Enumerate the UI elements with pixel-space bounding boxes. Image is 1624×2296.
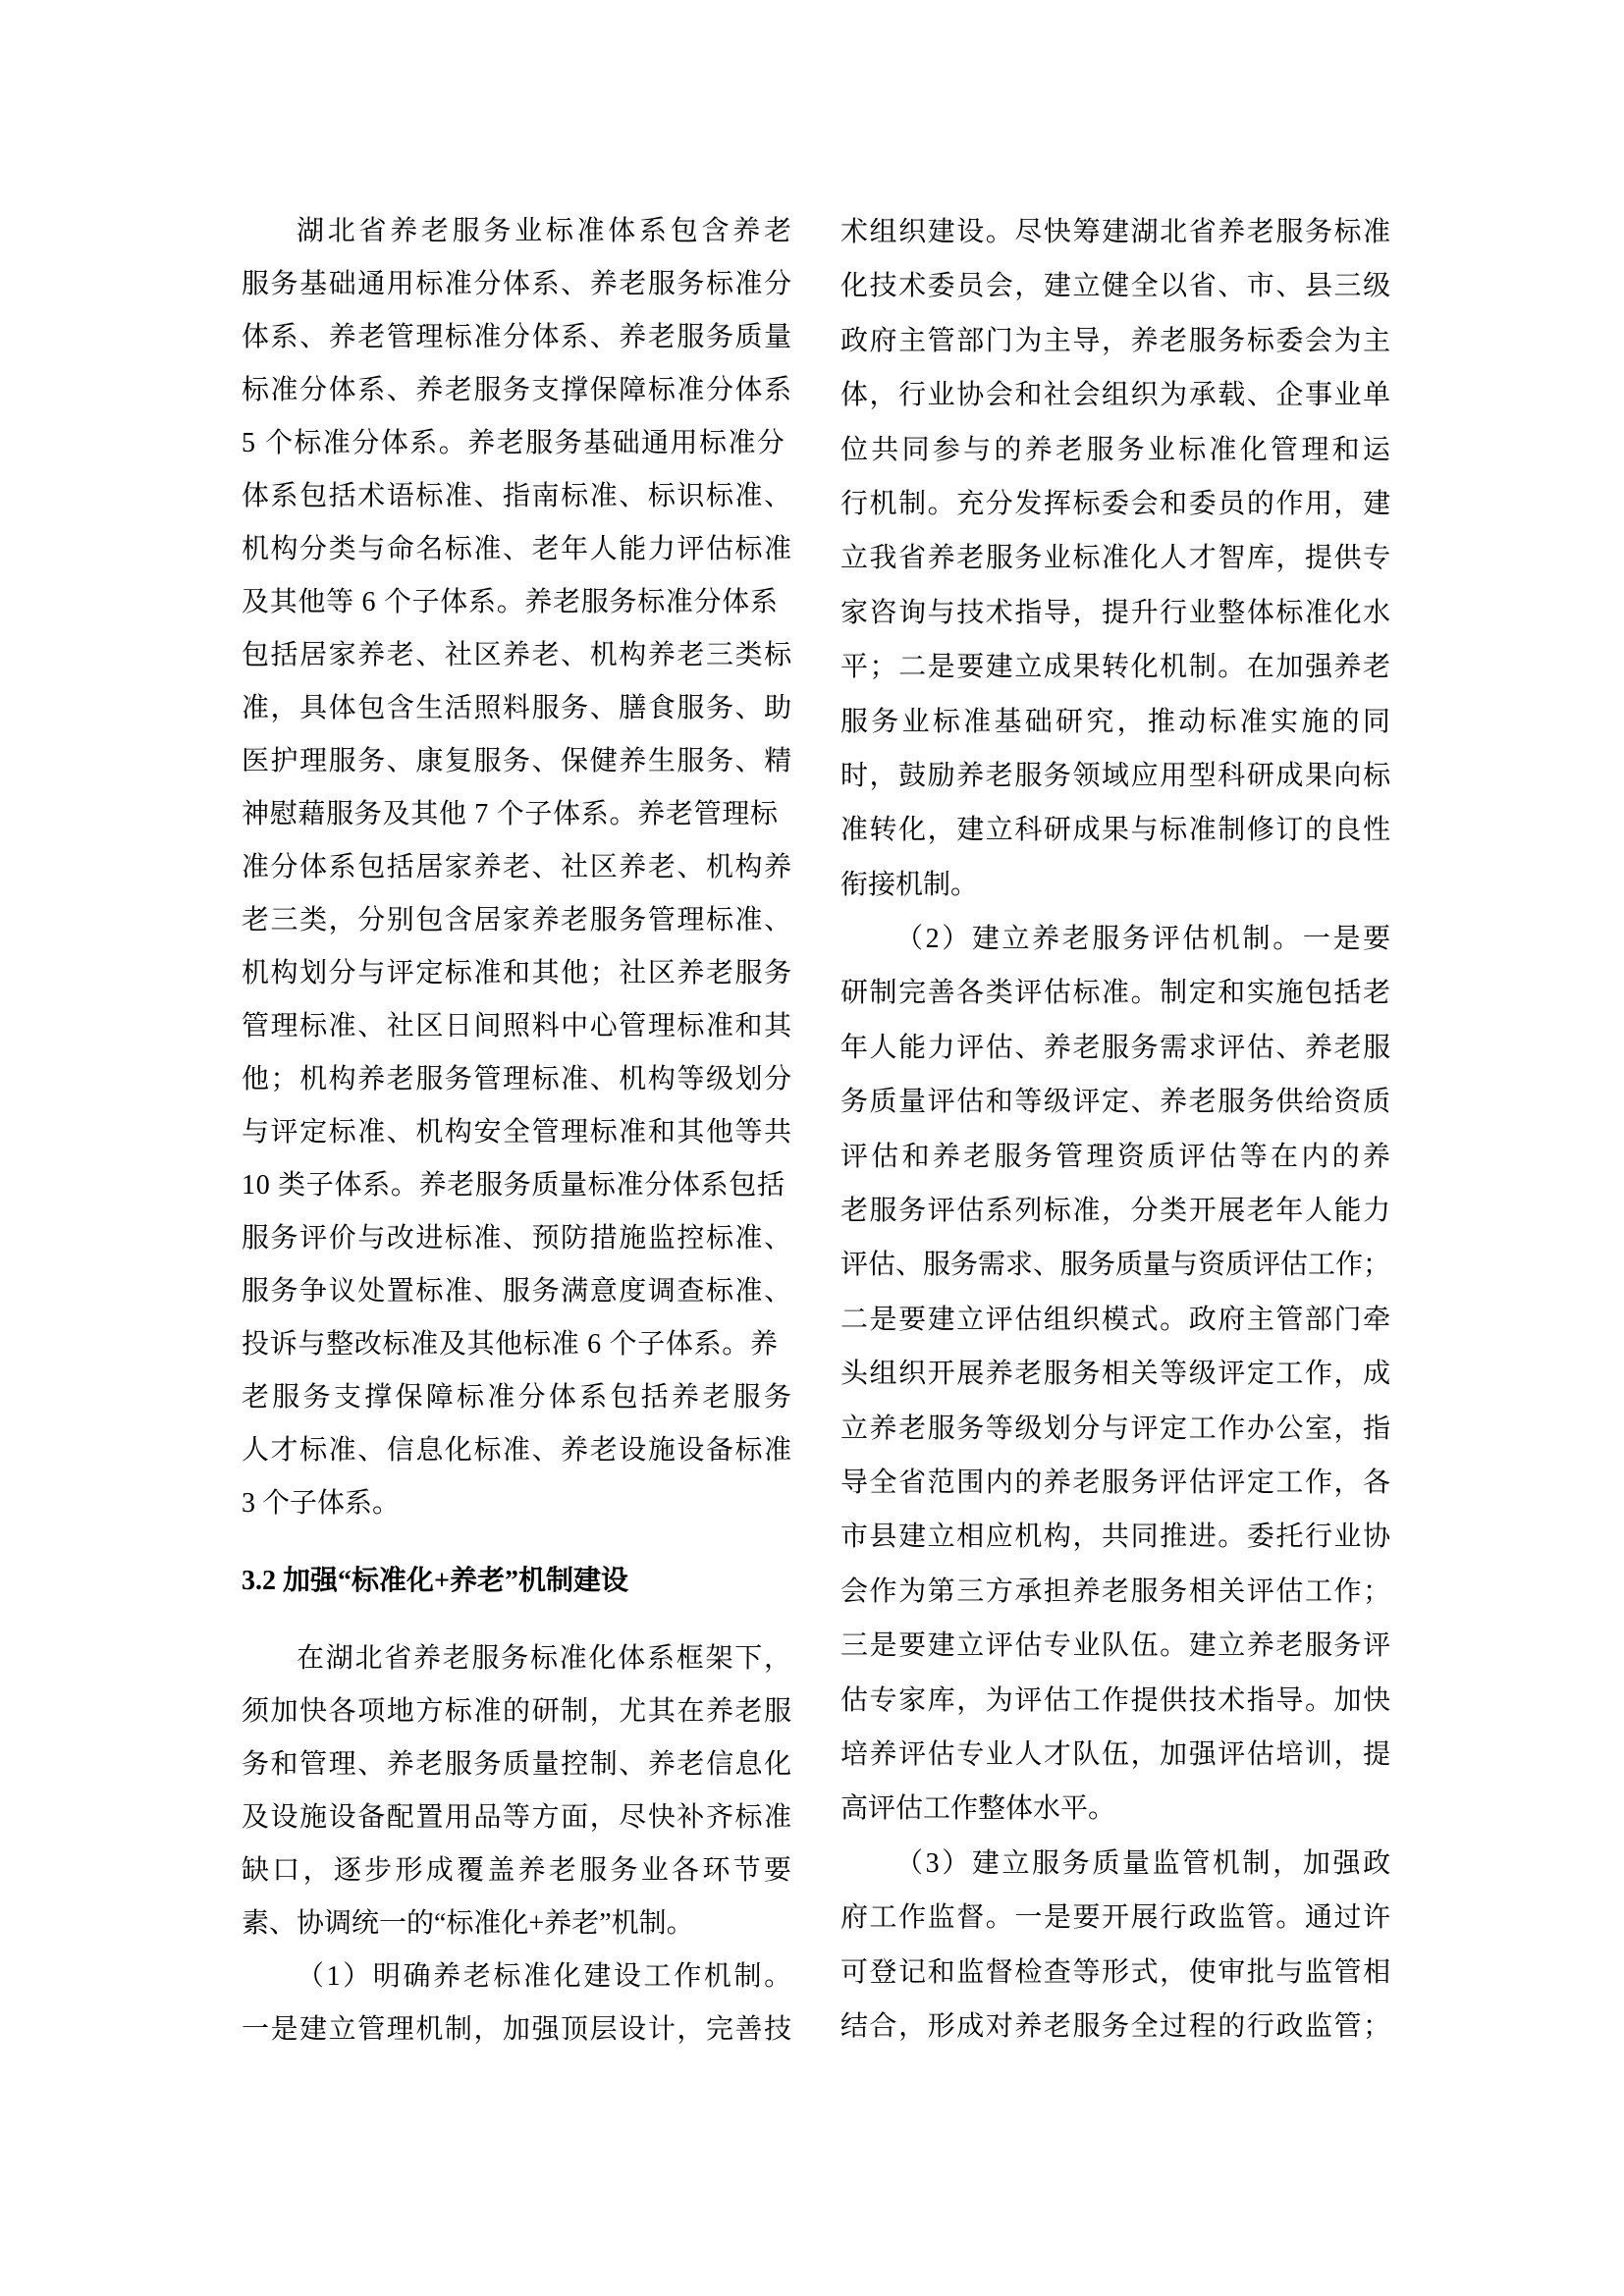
text-line: 医护理服务、康复服务、保健养生服务、精	[242, 746, 793, 776]
text-line: 管理标准、社区日间照料中心管理标准和其	[242, 1011, 793, 1041]
text-line: 10 类子体系。养老服务质量标准分体系包括	[242, 1170, 785, 1201]
text-column-right	[840, 205, 1394, 2054]
text-line: 术组织建设。尽快筹建湖北省养老服务标准	[840, 217, 1392, 247]
text-line: 服务争议处置标准、服务满意度调查标准、	[242, 1276, 793, 1307]
text-line: 老服务评估系列标准，分类开展老年人能力	[840, 1196, 1392, 1227]
text-line: 湖北省养老服务业标准体系包含养老	[297, 216, 795, 246]
text-line: 研制完善各类评估标准。制定和实施包括老	[840, 978, 1392, 1009]
text-line: 体，行业协会和社会组织为承载、企事业单	[840, 380, 1392, 411]
text-line: 老服务支撑保障标准分体系包括养老服务	[242, 1382, 795, 1413]
text-line: 衔接机制。	[840, 869, 979, 900]
text-line: 化技术委员会，建立健全以省、市、县三级	[840, 271, 1392, 302]
text-line: 5 个标准分体系。养老服务基础通用标准分	[242, 428, 786, 458]
text-line: 在湖北省养老服务标准化体系框架下，	[297, 1643, 793, 1674]
text-line: 立养老服务等级划分与评定工作办公室，指	[840, 1413, 1392, 1444]
text-line: 评估和养老服务管理资质评估等在内的养	[840, 1141, 1394, 1172]
text-line: 可登记和监督检查等形式，使审批与监管相	[840, 1956, 1392, 1988]
text-line: 准转化，建立科研成果与标准制修订的良性	[840, 815, 1392, 846]
text-line: （3）建立服务质量监管机制，加强政	[895, 1847, 1393, 1879]
text-line: 年人能力评估、养老服务需求评估、养老服	[840, 1032, 1392, 1063]
text-line: 头组织开展养老服务相关等级评定工作，成	[840, 1359, 1392, 1390]
text-line: 家咨询与技术指导，提升行业整体标准化水	[840, 597, 1392, 628]
text-line: 标准分体系、养老服务支撑保障标准分体系	[242, 375, 793, 405]
text-line: 行机制。充分发挥标委会和委员的作用，建	[840, 488, 1392, 519]
text-line: 神慰藉服务及其他 7 个子体系。养老管理标	[242, 799, 779, 829]
text-line: 市县建立相应机构，共同推进。委托行业协	[840, 1522, 1392, 1553]
text-line: 政府主管部门为主导，养老服务标委会为主	[840, 325, 1392, 356]
text-line: 位共同参与的养老服务业标准化管理和运	[840, 434, 1394, 465]
text-line: 培养评估专业人才队伍，加强评估培训，提	[840, 1738, 1392, 1770]
text-line: 平；二是要建立成果转化机制。在加强养老	[840, 652, 1392, 683]
text-line: 及其他等 6 个子体系。养老服务标准分体系	[242, 587, 779, 617]
text-line: 与评定标准、机构安全管理标准和其他等共	[242, 1117, 793, 1148]
text-line: 会作为第三方承担养老服务相关评估工作；	[840, 1575, 1392, 1607]
text-line: 他；机构养老服务管理标准、机构等级划分	[242, 1064, 793, 1095]
text-line: 素、协调统一的“标准化+养老”机制。	[242, 1908, 694, 1939]
text-line: 服务业标准基础研究，推动标准实施的同	[840, 706, 1394, 737]
text-line: 二是要建立评估组织模式。政府主管部门牵	[840, 1304, 1392, 1335]
text-line: 导全省范围内的养老服务评估评定工作，各	[840, 1467, 1392, 1498]
text-line: 体系、养老管理标准分体系、养老服务质量	[242, 322, 793, 352]
text-line: 一是建立管理机制，加强顶层设计，完善技	[242, 2014, 793, 2045]
text-line: 体系包括术语标准、指南标准、标识标准、	[242, 481, 793, 511]
text-line: 服务评价与改进标准、预防措施监控标准、	[242, 1223, 793, 1254]
text-line: 务质量评估和等级评定、养老服务供给资质	[840, 1087, 1392, 1118]
text-line: 包括居家养老、社区养老、机构养老三类标	[242, 640, 793, 670]
text-line: 准分体系包括居家养老、社区养老、机构养	[242, 852, 793, 882]
text-line: 时，鼓励养老服务领域应用型科研成果向标	[840, 760, 1392, 791]
text-line: 3 个子体系。	[242, 1488, 401, 1519]
text-line: 务和管理、养老服务质量控制、养老信息化	[242, 1749, 793, 1780]
text-line: （1）明确养老标准化建设工作机制。	[297, 1961, 794, 1992]
text-line: 及设施设备配置用品等方面，尽快补齐标准	[242, 1802, 793, 1833]
text-line: 老三类，分别包含居家养老服务管理标准、	[242, 905, 793, 935]
text-column-left	[242, 205, 795, 2056]
text-line: 评估、服务需求、服务质量与资质评估工作；	[840, 1250, 1391, 1281]
text-line: 服务基础通用标准分体系、养老服务标准分	[242, 269, 793, 299]
text-line: 准，具体包含生活照料服务、膳食服务、助	[242, 693, 793, 723]
text-line: 缺口，逐步形成覆盖养老服务业各环节要	[242, 1855, 795, 1886]
text-line: 估专家库，为评估工作提供技术指导。加快	[840, 1684, 1392, 1716]
text-line: 投诉与整改标准及其他标准 6 个子体系。养	[242, 1329, 779, 1360]
text-line: 人才标准、信息化标准、养老设施设备标准	[242, 1435, 793, 1466]
text-line: 须加快各项地方标准的研制，尤其在养老服	[242, 1696, 793, 1727]
section-heading: 3.2 加强“标准化+养老”机制建设	[242, 1566, 628, 1596]
text-line: 立我省养老服务业标准化人才智库，提供专	[840, 543, 1392, 574]
text-line: 高评估工作整体水平。	[840, 1793, 1116, 1825]
text-line: 府工作监督。一是要开展行政监管。通过许	[840, 1902, 1392, 1934]
text-line: （2）建立养老服务评估机制。一是要	[895, 924, 1393, 955]
text-line: 三是要建立评估专业队伍。建立养老服务评	[840, 1630, 1392, 1662]
text-line: 机构分类与命名标准、老年人能力评估标准	[242, 534, 793, 564]
text-line: 结合，形成对养老服务全过程的行政监管；	[840, 2010, 1392, 2042]
text-line: 机构划分与评定标准和其他；社区养老服务	[242, 958, 793, 988]
